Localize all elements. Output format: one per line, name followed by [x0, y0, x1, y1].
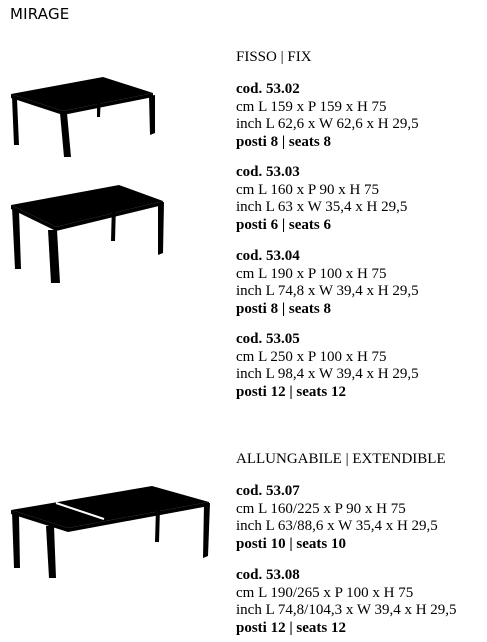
seats: posti 8 | seats 8	[236, 133, 331, 150]
product-code: cod. 53.03	[236, 164, 300, 180]
dimensions-cm: cm L 190/265 x P 100 x H 75	[236, 584, 414, 601]
product-code: cod. 53.07	[236, 483, 300, 499]
product-code: cod. 53.04	[236, 248, 300, 264]
dimensions-inch: inch L 98,4 x W 39,4 x H 29,5	[236, 366, 419, 382]
product-53-05	[236, 331, 419, 401]
dimensions-cm: cm L 159 x P 159 x H 75	[236, 98, 387, 115]
dimensions-inch: inch L 74,8/104,3 x W 39,4 x H 29,5	[236, 602, 457, 618]
product-53-03	[236, 164, 407, 234]
dimensions-inch: inch L 74,8 x W 39,4 x H 29,5	[236, 283, 419, 299]
dimensions-inch: inch L 63 x W 35,4 x H 29,5	[236, 199, 408, 215]
product-53-02	[236, 81, 419, 151]
seats: posti 12 | seats 12	[236, 619, 346, 636]
section-title-extendible: ALLUNGABILE | EXTENDIBLE	[236, 451, 446, 467]
dimensions-cm: cm L 190 x P 100 x H 75	[236, 265, 387, 282]
product-53-07	[236, 483, 438, 553]
product-code: cod. 53.05	[236, 331, 300, 347]
product-code: cod. 53.08	[236, 567, 300, 583]
dimensions-inch: inch L 63/88,6 x W 35,4 x H 29,5	[236, 518, 438, 534]
seats: posti 8 | seats 8	[236, 300, 331, 317]
dimensions-cm: cm L 250 x P 100 x H 75	[236, 348, 387, 365]
product-53-08	[236, 567, 457, 637]
dimensions-cm: cm L 160 x P 90 x H 75	[236, 181, 380, 198]
rectangular-table-icon	[8, 183, 166, 285]
extendible-table-icon	[8, 484, 212, 580]
product-code: cod. 53.02	[236, 81, 300, 97]
square-table-icon	[8, 75, 158, 160]
seats: posti 12 | seats 12	[236, 383, 346, 400]
seats: posti 6 | seats 6	[236, 216, 331, 233]
dimensions-cm: cm L 160/225 x P 90 x H 75	[236, 500, 406, 517]
product-53-04	[236, 248, 419, 318]
brand-title: MIRAGE	[10, 5, 70, 23]
seats: posti 10 | seats 10	[236, 535, 346, 552]
section-title-fixed: FISSO | FIX	[236, 49, 312, 65]
dimensions-inch: inch L 62,6 x W 62,6 x H 29,5	[236, 116, 419, 132]
